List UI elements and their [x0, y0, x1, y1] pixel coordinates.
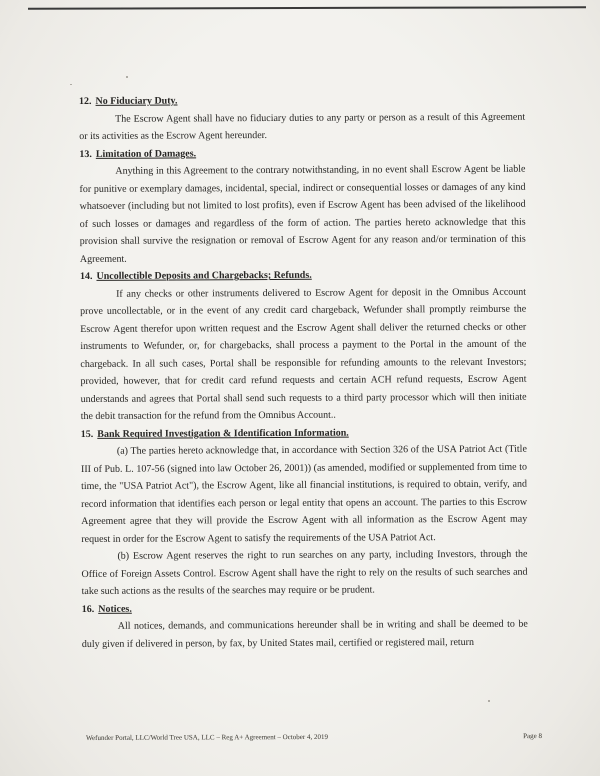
section-title: Notices.	[98, 603, 132, 615]
paragraph: Anything in this Agreement to the contrary notwithstanding, in no event shall Escrow Agent be liable for punitive or exemplary damages, incidental, special, indirect or consequential losses or damages of any kind whatsoever (including but not limited to lost profits), even if Escrow Agent has been advised of the likelihood of such losses or damages and regardless of the form of action. The parties hereto acknowledge that this provision shall survive the resignation or removal of Escrow Agent for any reason and/or termination of this Agreement.	[79, 163, 526, 265]
paragraph: The Escrow Agent shall have no fiduciary duties to any party or person as a result of this Agreement or its activities as the Escrow Agent hereunder.	[79, 111, 526, 142]
section-number: 14.	[79, 270, 93, 282]
section-number: 13.	[79, 148, 92, 160]
scan-artifact-line	[28, 6, 586, 9]
paragraph: (b) Escrow Agent reserves the right to run searches on any party, including Investors, through the Office of Foreign Assets Control. Escrow Agent shall have the right to rely on the results of such searches and take such actions as the results of the searches may require or be prudent.	[81, 548, 528, 597]
section-number: 16.	[81, 603, 95, 615]
scan-speck	[126, 76, 128, 78]
document-content	[79, 91, 528, 653]
scan-speck	[488, 700, 490, 702]
section-title: Bank Required Investigation & Identification Information.	[97, 427, 349, 440]
section-title: No Fiduciary Duty.	[95, 95, 178, 107]
section-number: 15.	[80, 428, 94, 440]
page-footer	[86, 732, 542, 742]
section-number: 12.	[79, 95, 92, 107]
scan-speck	[70, 84, 72, 85]
paragraph: If any checks or other instruments delivered to Escrow Agent for deposit in the Omnibus Account prove uncollectable, or in the event of any credit card chargeback, Wefunder shall promptly reimburse the Escrow Agent therefor upon written request and the Escrow Agent shall deliver the returned checks or other instruments to Wefunder, or, for chargebacks, shall process a payment to the Portal in the amount of the chargeback. In all such cases, Portal shall be responsible for refunding amounts to the relevant Investors; provided, however, that for credit card refund requests and certain ACH refund requests, Escrow Agent understands and agrees that Portal shall send such requests to a third party processor which will then initiate the debit transaction for the refund from the Omnibus Account..	[80, 286, 527, 422]
paragraph: (a) The parties hereto acknowledge that, in accordance with Section 326 of the USA Patriot Act (Title III of Pub. L. 107-56 (signed into law October 26, 2001)) (as amended, modified or supplemented from time to time, the "USA Patriot Act"), the Escrow Agent, like all financial institutions, is required to obtain, verify, and record information that identifies each person or legal entity that opens an account. The parties to this Escrow Agreement agree that they will provide the Escrow Agent with all information as the Escrow Agent may request in order for the Escrow Agent to satisfy the requirements of the USA Patriot Act.	[80, 443, 528, 545]
footer-document-reference: Wefunder Portal, LLC/World Tree USA, LLC – Reg A+ Agreement – October 4, 2019	[85, 732, 328, 742]
section-title: Uncollectible Deposits and Chargebacks; Refunds.	[96, 269, 312, 282]
section-title: Limitation of Damages.	[95, 147, 197, 160]
footer-page-number: Page 8	[523, 732, 543, 741]
paragraph: All notices, demands, and communications hereunder shall be in writing and shall be deemed to be duly given if delivered in person, by fax, by United States mail, certified or registered mail, return	[81, 618, 528, 650]
